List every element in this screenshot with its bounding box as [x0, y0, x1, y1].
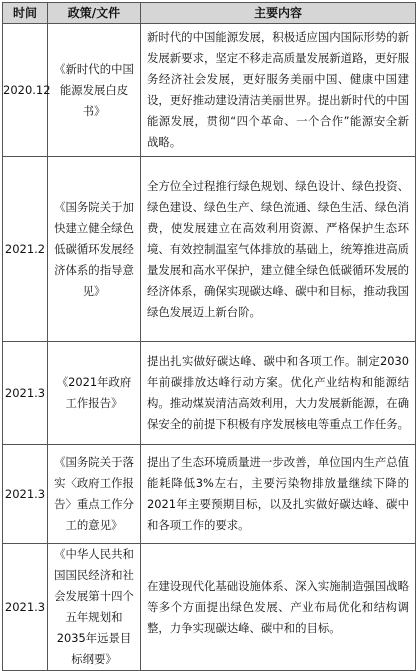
row-document: 《国务院关于落实〈政府工作报告〉重点工作分工的意见》 — [48, 445, 141, 544]
header-year: 时间 — [3, 3, 48, 24]
table-row — [3, 157, 416, 342]
table-row — [3, 24, 416, 157]
table-row — [3, 445, 416, 544]
row-year: 2021.3 — [3, 342, 48, 445]
row-document: 《中华人民共和国国民经济和社会发展第十四个五年规划和2035年远景目标纲要》 — [48, 544, 141, 671]
row-document: 《2021年政府工作报告》 — [48, 342, 141, 445]
row-year: 2021.2 — [3, 157, 48, 342]
table-row — [3, 342, 416, 445]
table-header-row — [3, 3, 416, 24]
table-row — [3, 544, 416, 671]
row-document: 《新时代的中国能源发展白皮书》 — [48, 24, 141, 157]
row-content: 提出扎实做好碳达峰、碳中和各项工作。制定2030年前碳排放达峰行动方案。优化产业结构和能源结构。推动煤炭清洁高效利用，大力发展新能源，在确保安全的前提下积极有序发展核电等重点工作任务。 — [141, 342, 416, 445]
row-year: 2021.3 — [3, 544, 48, 671]
row-document: 《国务院关于加快建立健全绿色低碳循环发展经济体系的指导意见》 — [48, 157, 141, 342]
row-year: 2020.12 — [3, 24, 48, 157]
row-year: 2021.3 — [3, 445, 48, 544]
header-document: 政策/文件 — [48, 3, 141, 24]
row-content: 在建设现代化基础设施体系、深入实施制造强国战略等多个方面提出绿色发展、产业布局优化和结构调整，力争实现碳达峰、碳中和的目标。 — [141, 544, 416, 671]
row-content: 全方位全过程推行绿色规划、绿色设计、绿色投资、绿色建设、绿色生产、绿色流通、绿色生活、绿色消费，使发展建立在高效利用资源、严格保护生态环境、有效控制温室气体排放的基础上，统筹推进高质量发展和高水平保护，建立健全绿色低碳循环发展的经济体系，确保实现碳达峰、碳中和目标，推动我国绿色发展迈上新台阶。 — [141, 157, 416, 342]
row-content: 新时代的中国能源发展，积极适应国内国际形势的新发展新要求，坚定不移走高质量发展新道路，更好服务经济社会发展，更好服务美丽中国、健康中国建设，更好推动建设清洁美丽世界。提出新时代的中国能源发展，贯彻“四个革命、一个合作”能源安全新战略。 — [141, 24, 416, 157]
header-content: 主要内容 — [141, 3, 416, 24]
row-content: 提出了生态环境质量进一步改善，单位国内生产总值能耗降低3%左右，主要污染物排放量继续下降的2021年主要预期目标，以及扎实做好碳达峰、碳中和各项工作的要求。 — [141, 445, 416, 544]
policy-table — [2, 2, 416, 671]
